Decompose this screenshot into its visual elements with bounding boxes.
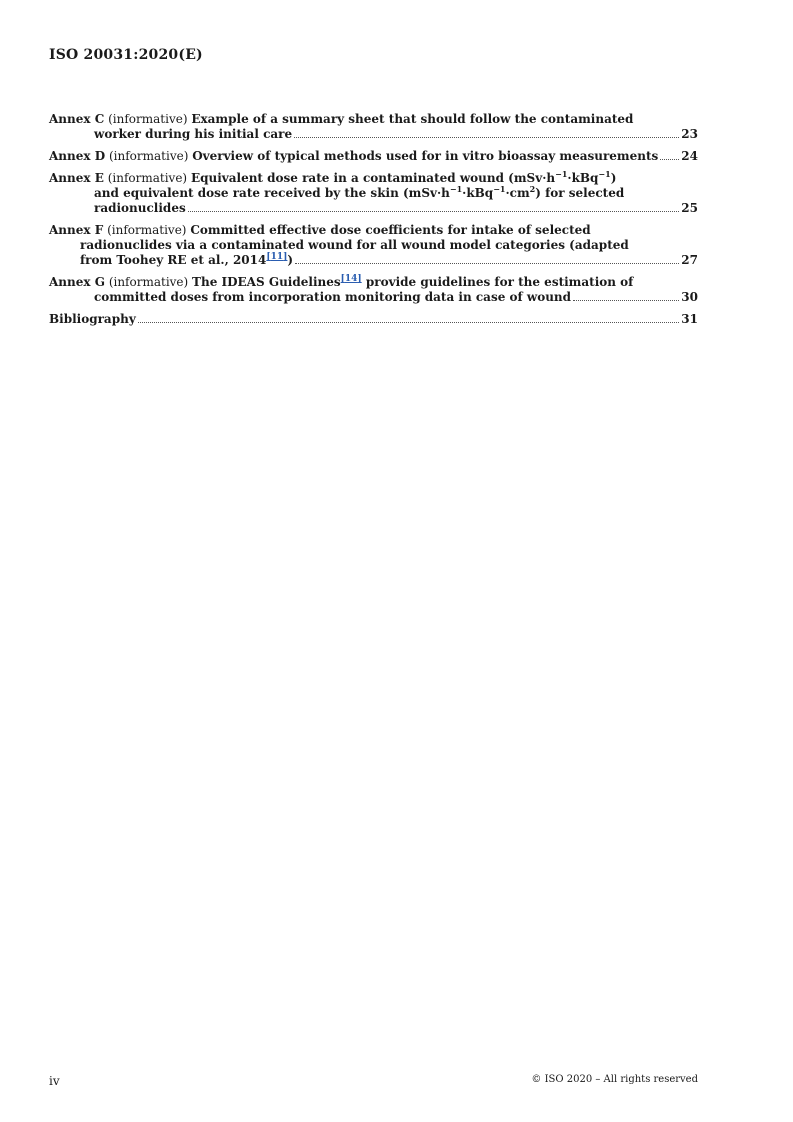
toc-entry-annex-e[interactable] [49, 171, 698, 216]
annex-title: Equivalent dose rate in a contaminated wound $(mSv\cdot h^{-1}\cdot kBq^{-1})$ [190, 169, 617, 185]
annex-title-cont: radionuclides via a contaminated wound for all wound model categories (adapted [80, 238, 629, 252]
dot-leader [660, 159, 679, 160]
dot-leader [138, 322, 680, 323]
dot-leader [573, 300, 679, 301]
toc-entry-annex-c[interactable] [49, 112, 698, 142]
annex-title: Example of a summary sheet that should follow the contaminated [191, 112, 634, 126]
annex-title-cont: committed doses from incorporation monitoring data in case of wound [94, 290, 572, 304]
annex-label: Annex C [49, 112, 105, 126]
annex-title: The IDEAS Guidelines[14] provide guidelines for the estimation of [192, 274, 634, 289]
table-of-contents [49, 112, 698, 334]
bibliography-label: Bibliography [49, 312, 136, 326]
annex-label: Annex G [49, 275, 105, 289]
page-number: 30 [681, 290, 698, 304]
annex-label: Annex E [49, 171, 104, 185]
toc-entry-bibliography[interactable] [49, 312, 698, 327]
annex-kind: (informative) [108, 275, 189, 289]
annex-label: Annex D [49, 149, 106, 163]
toc-entry-annex-f[interactable] [49, 223, 698, 268]
page-number: 31 [681, 312, 698, 326]
footer-page-number: iv [49, 1074, 60, 1088]
annex-title-cont: worker during his initial care [94, 127, 293, 141]
footer-copyright: © ISO 2020 – All rights reserved [531, 1074, 698, 1085]
page-number: 27 [681, 253, 698, 267]
dot-leader [295, 263, 679, 264]
annex-title-cont: radionuclides [94, 201, 186, 215]
annex-title-cont: from Toohey RE et al., 2014[11]) [80, 252, 294, 267]
page-number: 24 [681, 149, 698, 163]
page-number: 23 [681, 127, 698, 141]
annex-label: Annex F [49, 223, 104, 237]
reference-link[interactable]: [11] [266, 252, 288, 262]
dot-leader [188, 211, 680, 212]
annex-title: Committed effective dose coefficients for intake of selected [190, 223, 591, 237]
page-number: 25 [681, 201, 698, 215]
toc-entry-annex-g[interactable] [49, 275, 698, 305]
annex-kind: (informative) [108, 149, 189, 163]
annex-title-cont: and equivalent dose rate received by the skin $(mSv\cdot h^{-1}\cdot kBq^{-1}\cdot cm^2)$ for selected [94, 184, 625, 200]
reference-link[interactable]: [14] [340, 274, 362, 284]
toc-entry-annex-d[interactable] [49, 149, 698, 164]
annex-kind: (informative) [107, 223, 187, 237]
annex-title: Overview of typical methods used for in vitro bioassay measurements [192, 149, 659, 163]
dot-leader [294, 137, 679, 138]
annex-kind: (informative) [108, 112, 188, 126]
document-id: ISO 20031:2020(E) [49, 47, 203, 63]
annex-kind: (informative) [107, 171, 188, 185]
